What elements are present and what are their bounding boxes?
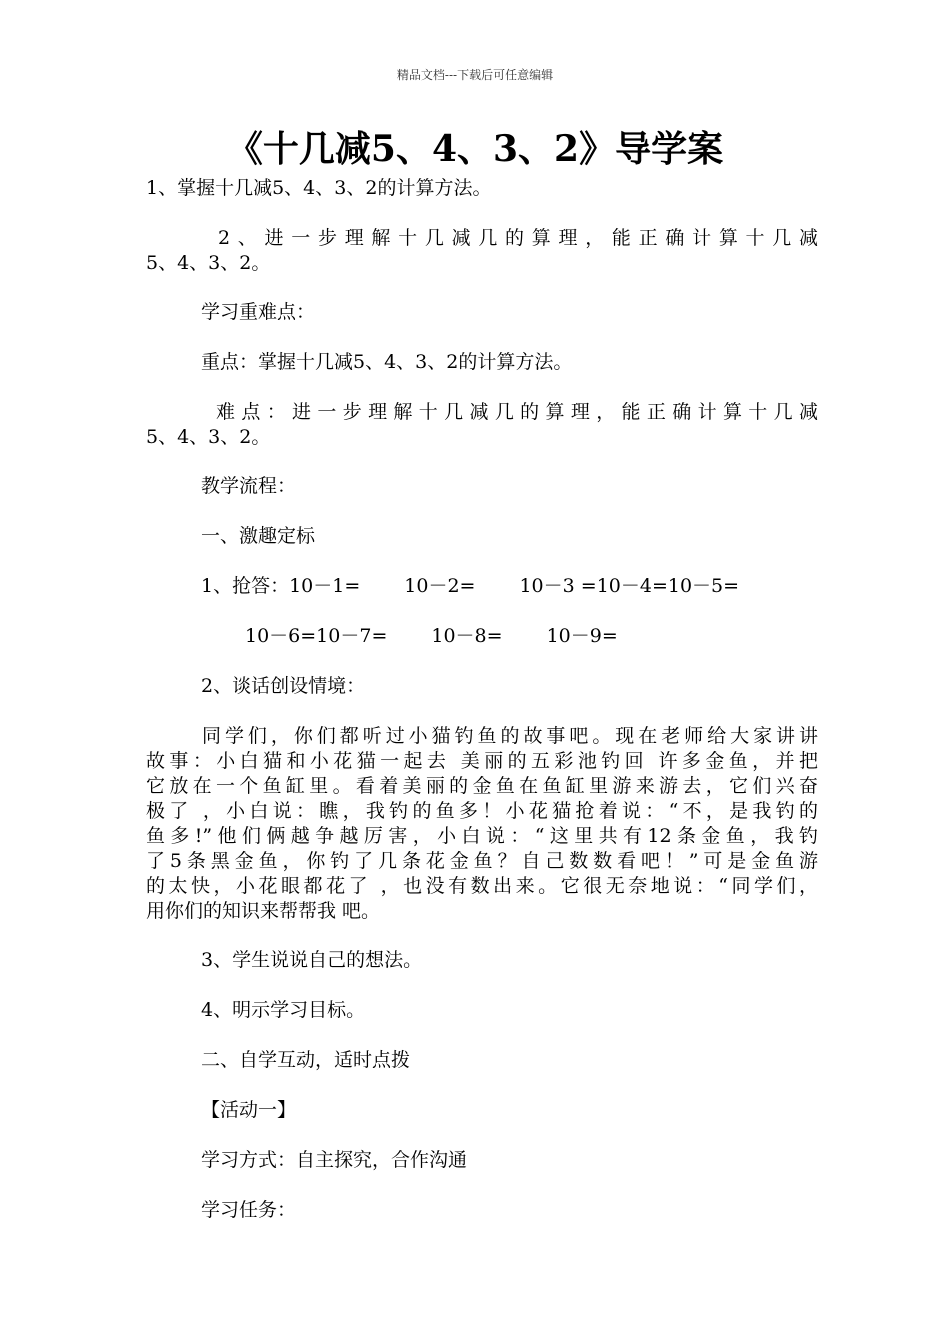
key-points-heading: 学习重难点： bbox=[201, 301, 316, 323]
objective-2-line-1: 2、进一步理解十几减几的算理，能正确计算十几减 bbox=[218, 227, 818, 249]
quick-answer-expr-1: 10－1= bbox=[289, 575, 361, 597]
quick-answer-expr-6: 10－9= bbox=[546, 625, 618, 647]
document-title: 《十几减5、4、3、2》导学案 bbox=[226, 128, 724, 170]
story-line: 了5条黑金鱼，你钓了几条花金鱼？自己数数看吧！”可是金鱼游 bbox=[146, 850, 818, 872]
story-line: 同学们，你们都听过小猫钓鱼的故事吧。现在老师给大家讲讲 bbox=[202, 725, 818, 747]
header-note: 精品文档---下载后可任意编辑 bbox=[396, 68, 554, 82]
quick-answer-expr-4: 10－6=10－7= bbox=[245, 625, 388, 647]
quick-answer-expr-3: 10－3 =10－4=10－5= bbox=[519, 575, 740, 597]
story-line: 的太快，小花眼都花了 ，也没有数出来。它很无奈地说：“同学们， bbox=[146, 875, 818, 897]
story-line: 鱼多!”他们俩越争越厉害，小白说：“这里共有12条金鱼，我钓 bbox=[146, 825, 818, 847]
difficulty-point bbox=[146, 400, 818, 450]
story-paragraph bbox=[146, 724, 818, 924]
section-1-heading: 一、激趣定标 bbox=[201, 525, 316, 547]
learning-task: 学习任务： bbox=[201, 1199, 297, 1221]
learning-method: 学习方式：自主探究，合作沟通 bbox=[201, 1149, 468, 1171]
quick-answer-expr-5: 10－8= bbox=[431, 625, 503, 647]
step-3: 3、学生说说自己的想法。 bbox=[201, 949, 423, 971]
story-line: 用你们的知识来帮帮我 吧。 bbox=[146, 900, 381, 922]
quick-answer-expr-2: 10－2= bbox=[404, 575, 476, 597]
objective-2 bbox=[146, 226, 818, 276]
quick-answer-row-2 bbox=[245, 624, 618, 649]
difficulty-line-2: 5、4、3、2。 bbox=[146, 426, 271, 448]
story-line: 它放在一个鱼缸里。看着美丽的金鱼在鱼缸里游来游去，它们兴奋 bbox=[146, 775, 818, 797]
scenario-heading: 2、谈话创设情境： bbox=[201, 675, 366, 697]
story-line: 故事：小白猫和小花猫一起去 美丽的五彩池钓回 许多金鱼，并把 bbox=[146, 750, 818, 772]
difficulty-line-1: 难点：进一步理解十几减几的算理，能正确计算十几减 bbox=[216, 401, 818, 423]
story-line: 极了 ，小白说：瞧，我钓的鱼多！小花猫抢着说：“不，是我钓的 bbox=[146, 800, 818, 822]
quick-answer-label: 1、抢答： bbox=[201, 575, 290, 597]
quick-answer-row-1 bbox=[201, 574, 739, 599]
activity-label: 【活动一】 bbox=[201, 1099, 297, 1121]
focus-point: 重点：掌握十几减5、4、3、2的计算方法。 bbox=[201, 351, 573, 373]
section-2-heading: 二、自学互动，适时点拨 bbox=[201, 1049, 411, 1071]
objective-1: 1、掌握十几减5、4、3、2的计算方法。 bbox=[146, 177, 492, 199]
process-heading: 教学流程： bbox=[201, 475, 297, 497]
step-4: 4、明示学习目标。 bbox=[201, 999, 366, 1021]
objective-2-line-2: 5、4、3、2。 bbox=[146, 252, 271, 274]
